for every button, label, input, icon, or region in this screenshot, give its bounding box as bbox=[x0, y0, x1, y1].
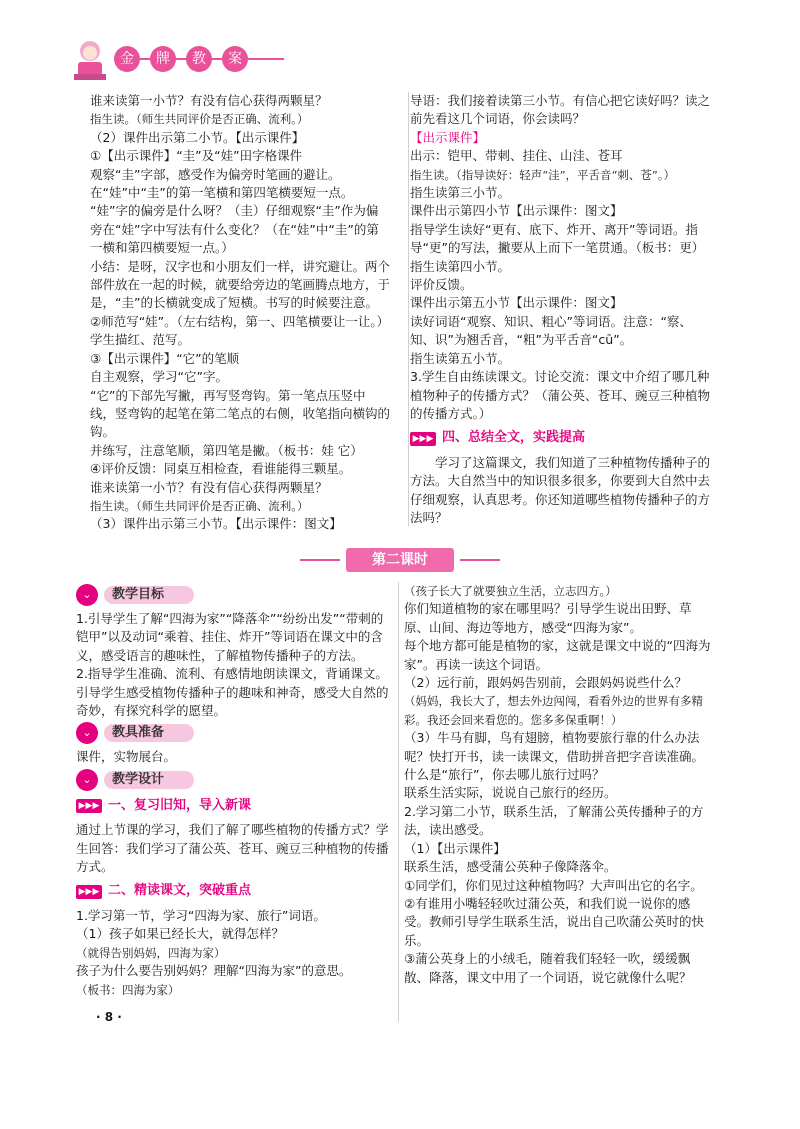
text-line: 指生读第五小节。 bbox=[410, 350, 511, 366]
chevron-down-icon: ⌄ bbox=[76, 584, 98, 606]
triple-arrow-icon: ▶▶▶ bbox=[76, 885, 102, 899]
column-divider bbox=[408, 92, 409, 526]
brand-char: 教 bbox=[186, 46, 212, 72]
tag-teaching-prep bbox=[76, 722, 392, 744]
right-column bbox=[410, 92, 710, 527]
text-line: 谁来读第一小节？有没有信心获得两颗星？ bbox=[90, 479, 328, 495]
text-line: “它”的下部先写撇，再写竖弯钩。第一笔点压竖中线，竖弯钩的起笔在第二笔点的右侧，收笔指向横钩的钩。 bbox=[90, 387, 391, 440]
tag-teaching-design bbox=[76, 769, 392, 791]
text-line: 联系生活实际，说说自己旅行的经历。 bbox=[404, 785, 617, 801]
text-line: 指生读第三小节。 bbox=[410, 185, 511, 201]
section-heading bbox=[76, 797, 392, 815]
text-line: （就得告别妈妈，四海为家） bbox=[76, 945, 226, 960]
text-line: 【出示课件】 bbox=[410, 129, 486, 145]
text-line: ③【出示课件】“它”的笔顺 bbox=[90, 350, 240, 366]
triple-arrow-icon: ▶▶▶ bbox=[410, 432, 436, 446]
text-line: （孩子长大了就要独立生活，立志四方。） bbox=[404, 584, 617, 598]
text-line: 小结：是呀，汉字也和小朋友们一样，讲究避让。两个部件放在一起的时候，就要给旁边的笔画腾点地方，于是，“圭”的长横就变成了短横。书写的时候要注意。 bbox=[90, 258, 391, 311]
chevron-down-icon: ⌄ bbox=[76, 769, 98, 791]
lesson-banner bbox=[300, 548, 500, 574]
text-line: （2）远行前，跟妈妈告别前，会跟妈妈说些什么？ bbox=[404, 675, 687, 691]
text-line: （1）孩子如果已经长大，就得怎样？ bbox=[76, 926, 284, 942]
goal-item: 1.引导学生了解“四海为家”“降落伞”“纷纷出发”“带刺的铠甲”以及动词“乘着、挂住、炸开”等词语在课文中的含义，感受语言的趣味性，了解植物传播种子的方法。 bbox=[76, 611, 384, 663]
tag-label: 教学设计 bbox=[104, 771, 194, 789]
tag-label: 教学目标 bbox=[104, 586, 194, 604]
text-line: 出示：铠甲、带刺、挂住、山洼、苍耳 bbox=[410, 148, 623, 164]
text-line: 指生读第四小节。 bbox=[410, 258, 511, 274]
page-number: · 8 · bbox=[96, 1010, 122, 1024]
banner-line bbox=[300, 559, 340, 561]
text-line: ①同学们，你们见过这种植物吗？大声叫出它的名字。 bbox=[404, 877, 703, 893]
text-line: 指导学生读好“更有、底下、炸开、离开”等词语。指导“更”的写法，撇要从上而下一笔贯通。（板书：更） bbox=[410, 221, 705, 256]
section-title: 四、总结全文，实践提高 bbox=[442, 430, 586, 446]
section-heading bbox=[410, 429, 710, 447]
text-line: 3.学生自由练读课文。讨论交流：课文中介绍了哪几种植物种子的传播方式？（蒲公英、苍耳、豌豆三种植物的传播方式。） bbox=[410, 369, 711, 421]
text-line: 1.学习第一节，学习“四海为家、旅行”词语。 bbox=[76, 907, 326, 923]
text-line: ①【出示课件】“圭”及“娃”田字格课件 bbox=[90, 148, 303, 164]
text-line: 你们知道植物的家在哪里吗？引导学生说出田野、草原、山间、海边等地方，感受“四海为家”。 bbox=[404, 601, 692, 635]
section-title: 二、精读课文，突破重点 bbox=[108, 883, 252, 899]
page-header bbox=[70, 38, 370, 82]
text-line: 每个地方都可能是植物的家，这就是课文中说的“四海为家”。再读一读这个词语。 bbox=[404, 638, 711, 672]
text-line: 指生读。（指导读好：轻声“洼”，平舌音“刺、苍”。） bbox=[410, 167, 676, 182]
text-line: 导语：我们接着读第三小节。有信心把它读好吗？读之前先看这几个词语，你会读吗？ bbox=[410, 93, 711, 127]
text-line: 自主观察，学习“它”字。 bbox=[90, 369, 228, 385]
text-line: 2.学习第二小节，联系生活，了解蒲公英传播种子的方法，读出感受。 bbox=[404, 803, 704, 838]
text-line: （3）课件出示第三小节。【出示课件：图文】 bbox=[90, 516, 342, 532]
lesson-title: 第二课时 bbox=[346, 548, 454, 572]
teacher-mascot-icon bbox=[70, 38, 110, 82]
text-line: ②有谁用小嘴轻轻吹过蒲公英，和我们说一说你的感受。教师引导学生联系生活，说出自己吹蒲公英时的快乐。 bbox=[404, 895, 705, 948]
text-line: 课件出示第五小节【出示课件：图文】 bbox=[410, 295, 623, 311]
text-line: 什么是“旅行”，你去哪儿旅行过吗？ bbox=[404, 767, 605, 783]
text-line: 谁来读第一小节？有没有信心获得两颗星？ bbox=[90, 93, 328, 108]
text-line: （板书：四海为家） bbox=[76, 982, 180, 997]
brand-char: 牌 bbox=[150, 46, 176, 72]
text-line: ②师范写“娃”。（左右结构，第一、四笔横要让一让。）学生描红、范写。 bbox=[90, 313, 390, 348]
text-line: ④评价反馈：同桌互相检查，看谁能得三颗星。 bbox=[90, 461, 352, 477]
section-heading bbox=[76, 882, 392, 900]
text-line: （2）课件出示第二小节。【出示课件】 bbox=[90, 129, 305, 145]
summary-paragraph: 学习了这篇课文，我们知道了三种植物传播种子的方法。大自然当中的知识很多很多，你要到大自然中去仔细观察，认真思考。你还知道哪些植物传播种子的方法吗？ bbox=[410, 454, 711, 525]
text-line: ③蒲公英身上的小绒毛，随着我们轻轻一吹，缓缓飘散、降落，课文中用了一个词语，说它就像什么呢？ bbox=[404, 951, 692, 985]
prep-text: 课件，实物展台。 bbox=[76, 749, 177, 765]
text-line: 读好词语“观察、知识、粗心”等词语。注意：“察、知、识”为翘舌音，“粗”为平舌音“cū”。 bbox=[410, 313, 692, 348]
text-line: （妈妈，我长大了，想去外边闯闯，看看外边的世界有多精彩。我还会回来看您的。您多多保重啊！） bbox=[404, 694, 703, 727]
text-line: （3）牛马有脚，鸟有翅膀，植物要旅行靠的什么办法呢？快打开书，读一读课文，借助拼音把字音读准确。 bbox=[404, 730, 705, 764]
text-line: 联系生活，感受蒲公英种子像降落伞。 bbox=[404, 859, 617, 875]
text-line: （1）【出示课件】 bbox=[404, 840, 506, 856]
text-line: 并练写，注意笔顺，第四笔是撇。（板书：娃 它） bbox=[90, 442, 363, 458]
section-paragraph: 通过上节课的学习，我们了解了哪些植物的传播方式？学生回答：我们学习了蒲公英、苍耳、豌豆三种植物的传播方式。 bbox=[76, 822, 389, 875]
lower-right-column bbox=[404, 582, 714, 987]
tag-label: 教具准备 bbox=[104, 724, 194, 742]
text-line: 孩子为什么要告别妈妈？理解“四海为家”的意思。 bbox=[76, 963, 352, 979]
section-title: 一、复习旧知，导入新课 bbox=[108, 797, 252, 813]
brand-char: 金 bbox=[114, 46, 140, 72]
text-line: 指生读。（师生共同评价是否正确、流利。） bbox=[90, 498, 309, 513]
triple-arrow-icon: ▶▶▶ bbox=[76, 799, 102, 813]
chevron-down-icon: ⌄ bbox=[76, 722, 98, 744]
lower-left-column bbox=[76, 582, 392, 999]
column-divider bbox=[398, 582, 399, 1022]
banner-line bbox=[460, 559, 500, 561]
tag-teaching-goals bbox=[76, 584, 392, 606]
text-line: 指生读。（师生共同评价是否正确、流利。） bbox=[90, 112, 309, 127]
text-line: 课件出示第四小节【出示课件：图文】 bbox=[410, 203, 623, 219]
text-line: “娃”字的偏旁是什么呀？（圭）仔细观察“圭”作为偏旁在“娃”字中写法有什么变化？（在“娃”中“圭”的第一横和第四横要短一点。） bbox=[90, 203, 379, 256]
text-line: 观察“圭”字部，感受作为偏旁时笔画的避让。 bbox=[90, 166, 341, 182]
brand-char: 案 bbox=[222, 46, 248, 72]
left-column bbox=[90, 92, 390, 534]
brand-title bbox=[114, 46, 314, 72]
goal-item: 2.指导学生准确、流利、有感情地朗读课文，背诵课文。引导学生感受植物传播种子的趣味和神奇，感受大自然的奇妙，有探究科学的愿望。 bbox=[76, 666, 389, 719]
text-line: 在“娃”中“圭”的第一笔横和第四笔横要短一点。 bbox=[90, 185, 354, 201]
text-line: 评价反馈。 bbox=[410, 277, 473, 293]
